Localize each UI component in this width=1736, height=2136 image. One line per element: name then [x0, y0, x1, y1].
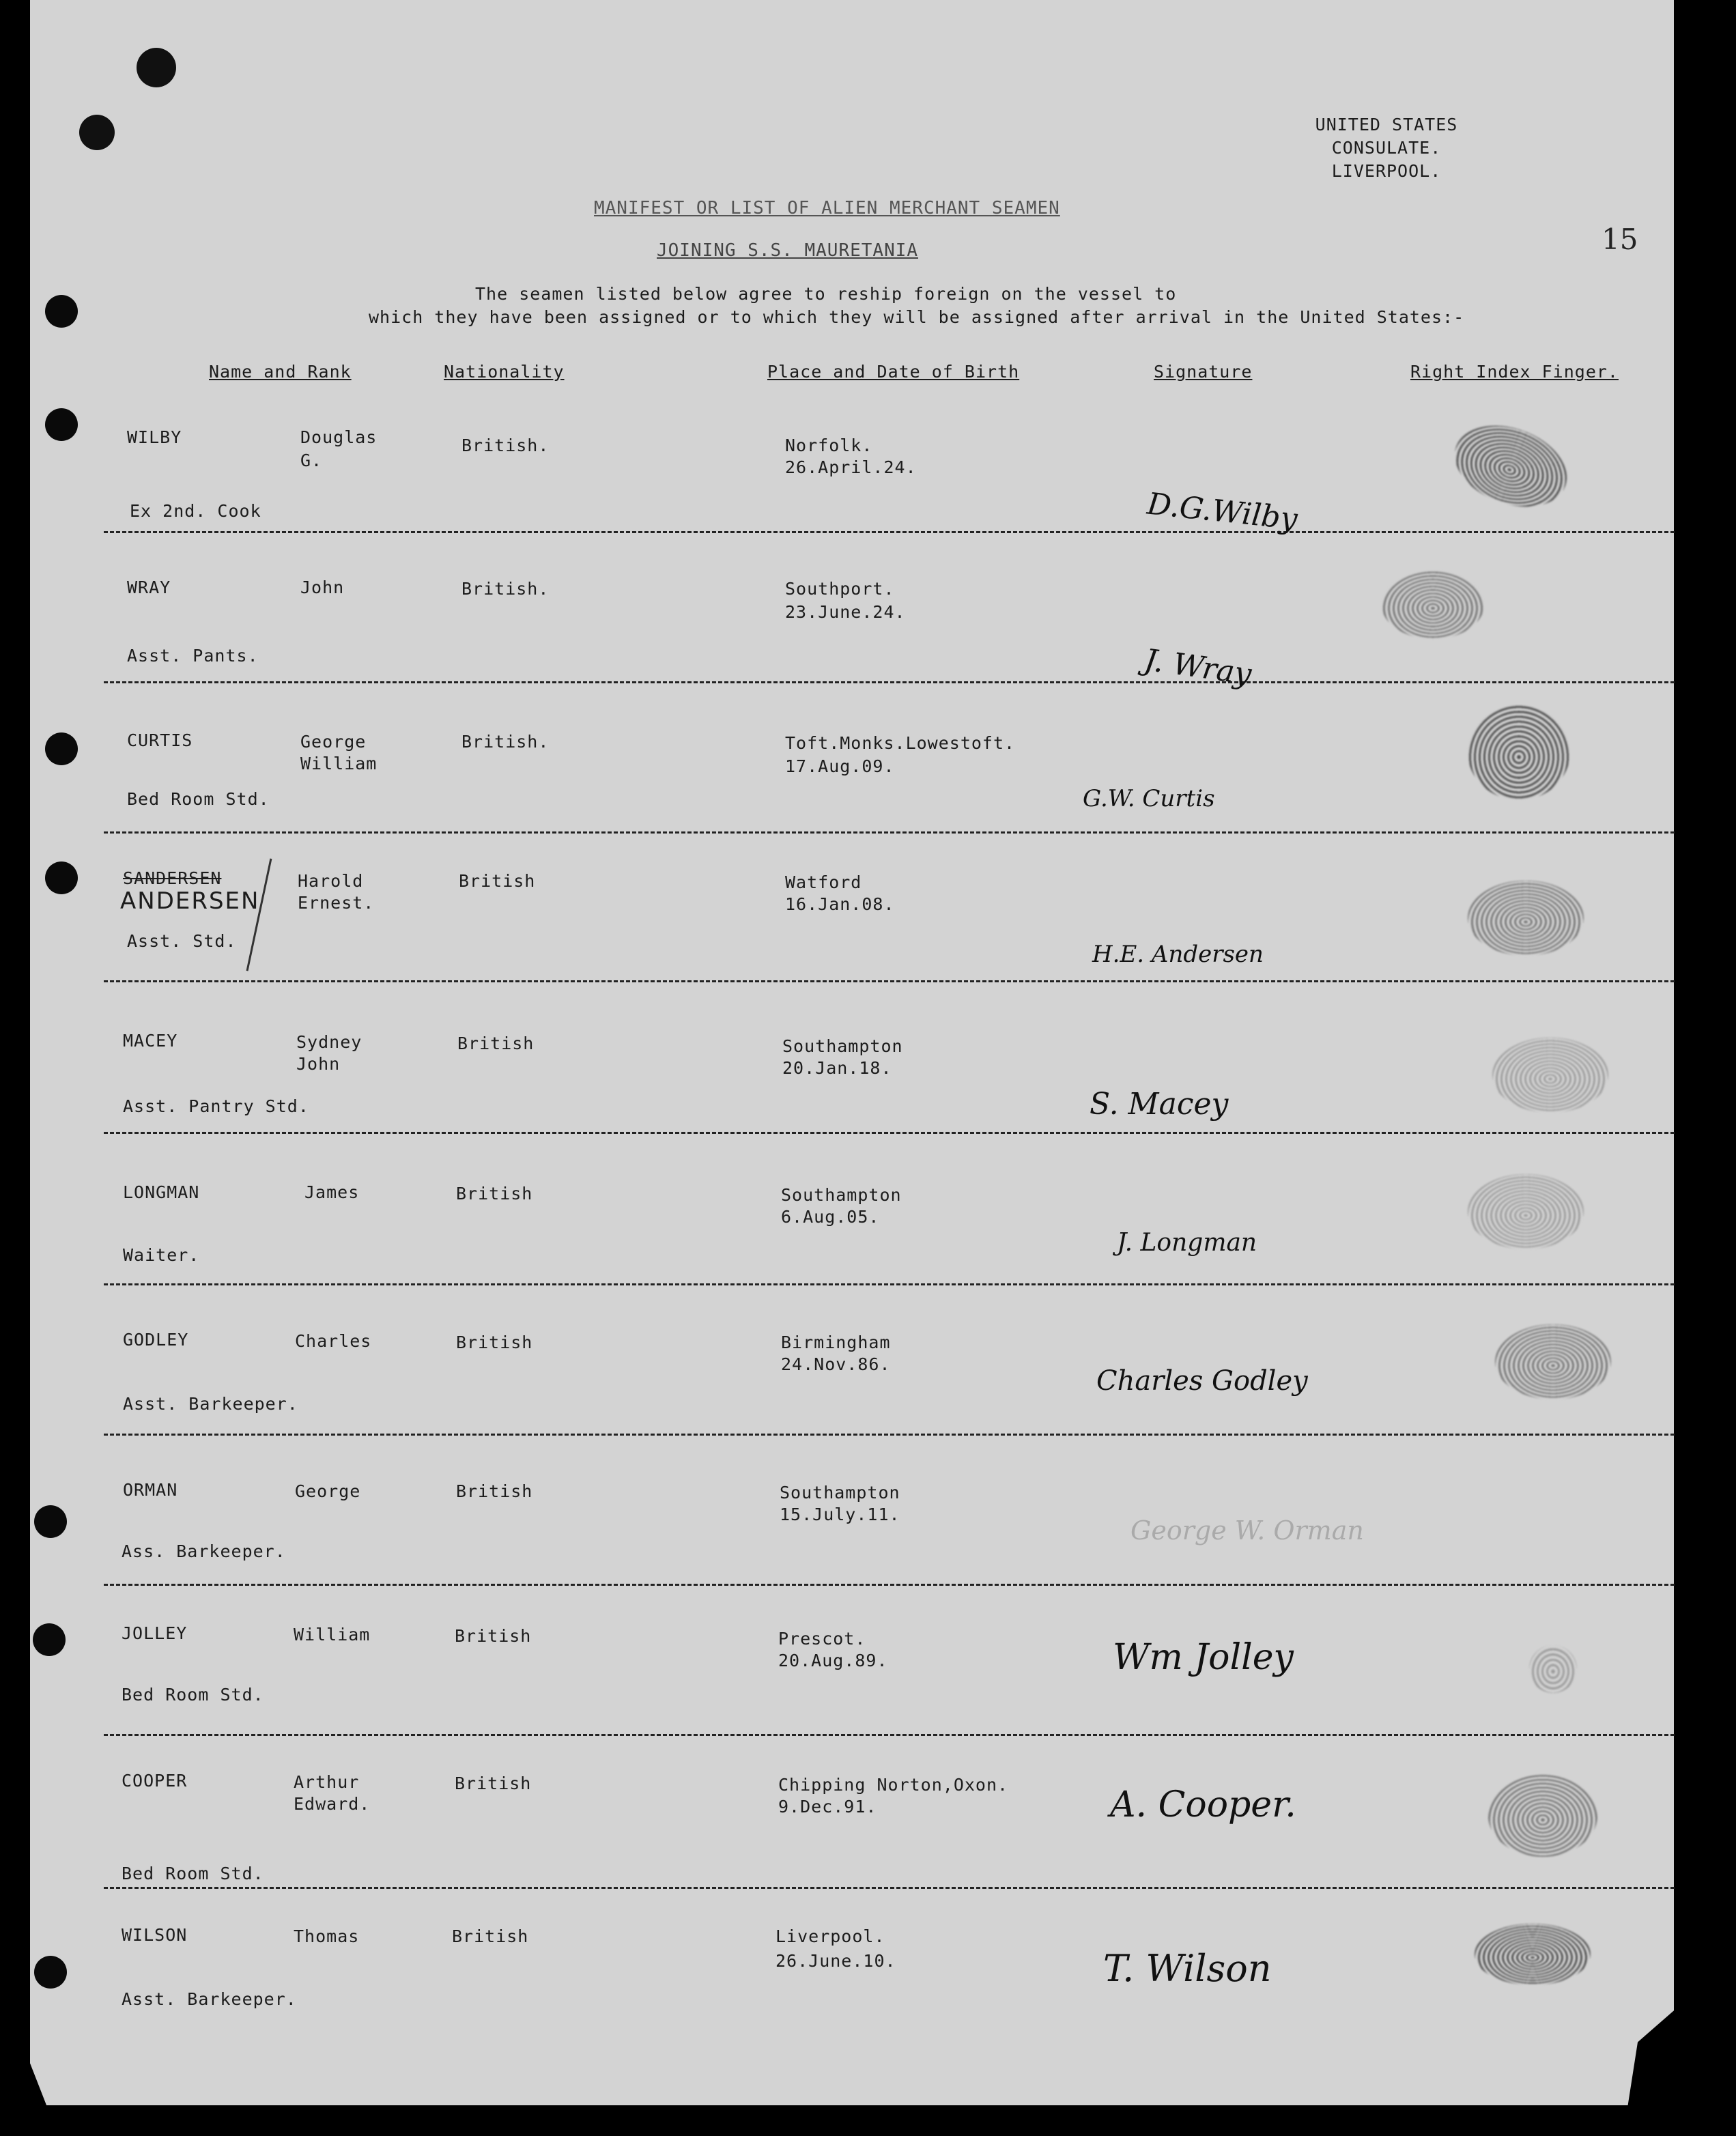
rank: Asst. Pantry Std. [123, 1096, 309, 1116]
given-name: George [300, 732, 367, 752]
row-separator [104, 1132, 1675, 1134]
given-name-2: John [296, 1054, 341, 1074]
surname: LONGMAN [123, 1182, 200, 1202]
surname: CURTIS [127, 730, 193, 750]
manifest-title: MANIFEST OR LIST OF ALIEN MERCHANT SEAMEN [594, 198, 1060, 218]
fingerprint [1382, 571, 1484, 639]
surname: JOLLEY [122, 1623, 188, 1643]
birth-date: 24.Nov.86. [781, 1354, 891, 1374]
signature: T. Wilson [1103, 1947, 1272, 1990]
signature: G.W. Curtis [1083, 785, 1215, 812]
given-name-2: G. [300, 451, 323, 470]
nationality: British [459, 871, 536, 891]
given-name: Arthur [294, 1772, 360, 1792]
fingerprint [1492, 1038, 1608, 1113]
signature: Charles Godley [1096, 1365, 1308, 1397]
nationality: British [456, 1481, 533, 1501]
rank: Bed Room Std. [122, 1685, 264, 1705]
row-separator [104, 1283, 1675, 1285]
vessel-title: JOINING S.S. MAURETANIA [657, 240, 919, 261]
signature: Wm Jolley [1113, 1637, 1294, 1678]
birth-place: Southampton [781, 1185, 902, 1205]
birth-place: Birmingham [781, 1333, 891, 1352]
ink-spot [137, 48, 176, 87]
surname: WRAY [127, 578, 171, 597]
given-name: Thomas [294, 1926, 360, 1946]
nationality: British. [461, 732, 550, 752]
row-separator [104, 531, 1675, 533]
birth-date: 17.Aug.09. [785, 756, 895, 776]
fingerprint [1529, 1645, 1577, 1693]
row-separator [104, 681, 1675, 683]
consulate-stamp [1274, 113, 1499, 183]
nationality: British [456, 1184, 533, 1204]
nationality: British [456, 1333, 533, 1352]
given-name: James [304, 1182, 360, 1202]
birth-date: 26.April.24. [785, 457, 917, 477]
signature: A. Cooper. [1110, 1784, 1296, 1825]
fingerprint [1475, 1924, 1591, 1985]
birth-date: 9.Dec.91. [778, 1797, 877, 1817]
rank: Asst. Std. [127, 931, 237, 951]
birth-place: Southampton [782, 1036, 903, 1056]
row-separator [104, 831, 1675, 834]
nationality: British [455, 1626, 532, 1646]
birth-place: Prescot. [778, 1629, 866, 1649]
punch-hole [45, 295, 78, 328]
nationality: British. [461, 436, 550, 455]
surname: WILBY [127, 427, 182, 447]
given-name-2: Ernest. [298, 893, 375, 913]
signature: George W. Orman [1130, 1515, 1364, 1546]
birth-place: Liverpool. [775, 1926, 885, 1946]
column-header-nationality: Nationality [444, 362, 565, 382]
surname: COOPER [122, 1771, 188, 1791]
birth-date: 15.July.11. [780, 1505, 900, 1524]
row-separator [104, 1584, 1675, 1586]
consulate-city: LIVERPOOL. [1331, 161, 1442, 181]
signature: J. Wray [1142, 642, 1254, 692]
surname: SANDERSEN [123, 868, 222, 888]
rank: Bed Room Std. [127, 789, 270, 809]
surname-correction: ANDERSEN [120, 887, 260, 915]
given-name: William [294, 1625, 371, 1644]
consulate-name: UNITED STATES CONSULATE. [1315, 115, 1458, 158]
birth-place: Southampton [780, 1483, 900, 1503]
column-header-birth: Place and Date of Birth [767, 362, 1020, 382]
given-name: Harold [298, 871, 364, 891]
column-header-name: Name and Rank [209, 362, 352, 382]
birth-date: 6.Aug.05. [781, 1207, 880, 1227]
rank: Ass. Barkeeper. [122, 1541, 286, 1561]
rank: Waiter. [123, 1245, 200, 1265]
ink-spot [79, 115, 115, 150]
surname: GODLEY [123, 1330, 189, 1350]
rank: Asst. Barkeeper. [122, 1989, 297, 2009]
punch-hole [45, 861, 78, 894]
row-separator [104, 980, 1675, 982]
rank: Asst. Pants. [127, 646, 259, 666]
intro-line-1: The seamen listed below agree to reship foreign on the vessel to [475, 284, 1177, 304]
surname: ORMAN [123, 1480, 178, 1500]
birth-place: Watford [785, 872, 862, 892]
punch-hole [45, 408, 78, 441]
fingerprint [1488, 1775, 1597, 1857]
rank: Ex 2nd. Cook [130, 501, 261, 521]
fingerprint [1468, 704, 1570, 800]
birth-place: Toft.Monks.Lowestoft. [785, 733, 1016, 753]
nationality: British. [461, 579, 550, 599]
given-name: Sydney [296, 1032, 362, 1052]
punch-hole [34, 1505, 67, 1538]
column-header-finger: Right Index Finger. [1410, 362, 1619, 382]
rank: Bed Room Std. [122, 1864, 264, 1883]
birth-place: Southport. [785, 579, 895, 599]
punch-hole [34, 1956, 67, 1989]
given-name: Charles [295, 1331, 372, 1351]
intro-line-2: which they have been assigned or to which they will be assigned after arrival in the United States:- [369, 307, 1465, 327]
fingerprint [1495, 1324, 1611, 1399]
birth-date: 20.Aug.89. [778, 1651, 888, 1670]
birth-date: 20.Jan.18. [782, 1058, 892, 1078]
page-number: 15 [1602, 223, 1638, 256]
given-name: George [295, 1481, 361, 1501]
birth-date: 16.Jan.08. [785, 894, 895, 914]
column-header-signature: Signature [1154, 362, 1253, 382]
nationality: British [452, 1926, 529, 1946]
nationality: British [455, 1774, 532, 1793]
fingerprint [1468, 1174, 1584, 1249]
given-name: John [300, 578, 345, 597]
signature: S. Macey [1090, 1087, 1229, 1122]
punch-hole [45, 732, 78, 765]
birth-place: Chipping Norton,Oxon. [778, 1775, 1009, 1795]
row-separator [104, 1734, 1675, 1736]
birth-date: 26.June.10. [775, 1951, 896, 1971]
signature: J. Longman [1117, 1229, 1257, 1257]
punch-hole [33, 1623, 66, 1656]
surname: MACEY [123, 1031, 178, 1051]
signature: H.E. Andersen [1092, 941, 1264, 968]
row-separator [104, 1434, 1675, 1436]
surname: WILSON [122, 1925, 188, 1945]
birth-date: 23.June.24. [785, 602, 906, 622]
row-separator [104, 1887, 1675, 1889]
rank: Asst. Barkeeper. [123, 1394, 298, 1414]
given-name-2: Edward. [294, 1794, 371, 1814]
fingerprint [1468, 881, 1584, 956]
signature: D.G.Wilby [1145, 486, 1299, 537]
given-name-2: William [300, 754, 378, 773]
nationality: British [457, 1034, 535, 1053]
birth-place: Norfolk. [785, 436, 873, 455]
given-name: Douglas [300, 427, 378, 447]
